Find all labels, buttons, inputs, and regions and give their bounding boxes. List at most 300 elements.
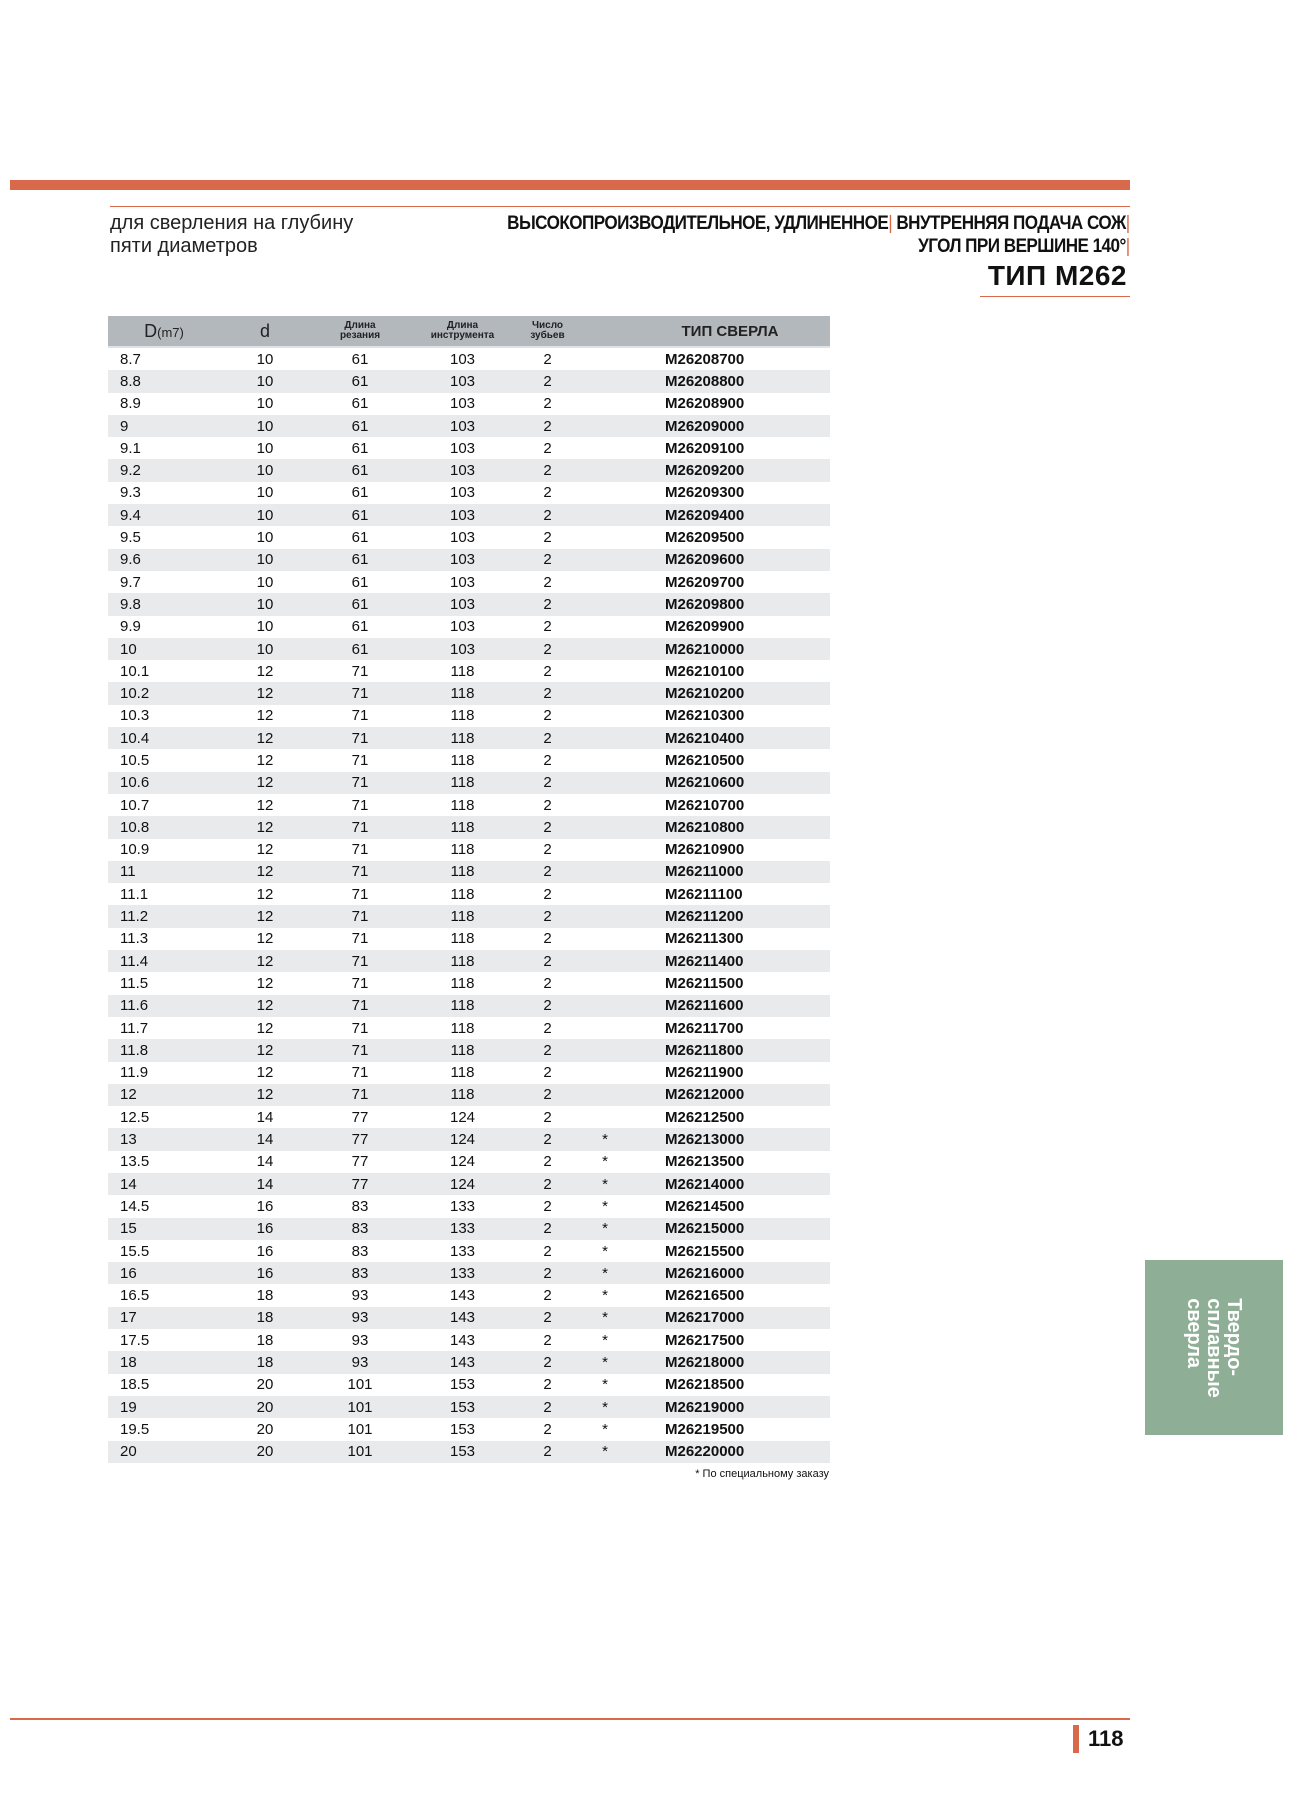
page-number: 118 bbox=[1088, 1726, 1124, 1751]
cell-cut: 71 bbox=[310, 1084, 410, 1106]
table-row bbox=[108, 1374, 830, 1396]
table-row bbox=[108, 1329, 830, 1351]
page-number-marker bbox=[1073, 1725, 1079, 1753]
cell-teeth: 2 bbox=[515, 549, 580, 571]
table-row bbox=[108, 772, 830, 794]
cell-d: 12 bbox=[256, 930, 274, 948]
cell-tool: 103 bbox=[449, 573, 476, 591]
col-header-cut-length bbox=[310, 316, 410, 347]
cell-star bbox=[580, 772, 630, 794]
cell-D: 16.5 bbox=[120, 1287, 150, 1305]
cell-D: 11.3 bbox=[120, 930, 149, 948]
cell-D: 18.5 bbox=[120, 1376, 150, 1394]
cell-cut: 61 bbox=[351, 484, 369, 502]
cell-teeth: 2 bbox=[543, 1153, 552, 1171]
cell-star bbox=[580, 682, 630, 704]
cell-teeth: 2 bbox=[543, 573, 552, 591]
cell-star bbox=[580, 928, 630, 950]
cell-star bbox=[580, 794, 630, 816]
table-row bbox=[108, 1307, 830, 1329]
table-row bbox=[108, 1240, 830, 1262]
cell-tool: 143 bbox=[410, 1307, 515, 1329]
cell-tool: 118 bbox=[450, 885, 475, 903]
cell-code: M26212000 bbox=[630, 1084, 830, 1106]
cell-tool: 118 bbox=[410, 816, 515, 838]
cell-d: 14 bbox=[220, 1128, 310, 1150]
cell-d: 10 bbox=[256, 618, 274, 636]
cell-code: M26208900 bbox=[665, 395, 745, 413]
cell-d: 10 bbox=[220, 370, 310, 392]
cell-teeth: 2 bbox=[515, 861, 580, 883]
table-row bbox=[108, 1084, 830, 1106]
cell-D: 9.4 bbox=[108, 504, 220, 526]
cell-teeth: 2 bbox=[515, 370, 580, 392]
cell-cut: 71 bbox=[351, 751, 369, 769]
cell-tool: 103 bbox=[410, 459, 515, 481]
cell-code: M26210200 bbox=[630, 682, 830, 704]
cell-cut: 71 bbox=[351, 796, 369, 814]
right-header-line1 bbox=[507, 212, 1130, 235]
cell-code: M26210700 bbox=[665, 796, 745, 814]
cell-D: 10.8 bbox=[108, 816, 220, 838]
cell-code: M26217000 bbox=[630, 1307, 830, 1329]
cell-cut: 61 bbox=[310, 638, 410, 660]
section-tab[interactable] bbox=[1145, 1260, 1283, 1435]
cell-tool: 118 bbox=[450, 930, 475, 948]
table-row bbox=[108, 593, 830, 615]
cell-teeth: 2 bbox=[543, 662, 552, 680]
cell-teeth: 2 bbox=[515, 1084, 580, 1106]
cell-code: M26217500 bbox=[665, 1331, 745, 1349]
cell-tool: 103 bbox=[410, 415, 515, 437]
cell-cut: 77 bbox=[310, 1128, 410, 1150]
cell-d: 12 bbox=[220, 861, 310, 883]
cell-cut: 71 bbox=[310, 861, 410, 883]
cell-teeth: 2 bbox=[543, 484, 552, 502]
col-header-D bbox=[108, 316, 220, 347]
cell-d: 20 bbox=[256, 1420, 274, 1438]
table-row bbox=[108, 794, 830, 816]
cell-tool: 124 bbox=[449, 1108, 476, 1126]
table-row bbox=[108, 928, 830, 950]
cell-cut: 71 bbox=[351, 1064, 369, 1082]
cell-teeth: 2 bbox=[543, 974, 552, 992]
cell-code: M26209100 bbox=[665, 439, 745, 457]
cell-d: 10 bbox=[256, 350, 274, 368]
cell-tool: 153 bbox=[410, 1396, 515, 1418]
header-separator: | bbox=[1126, 236, 1130, 257]
cell-D: 8.7 bbox=[120, 350, 141, 368]
cell-code: M26209900 bbox=[665, 618, 745, 636]
col-header-D-label: D bbox=[144, 320, 158, 341]
cell-teeth: 2 bbox=[515, 1396, 580, 1418]
table-row bbox=[108, 638, 830, 660]
cell-star bbox=[580, 482, 630, 504]
cell-star bbox=[580, 1106, 630, 1128]
cell-tool: 124 bbox=[410, 1173, 515, 1195]
cell-cut: 71 bbox=[351, 1019, 369, 1037]
cell-cut: 71 bbox=[351, 841, 369, 859]
cell-d: 10 bbox=[220, 593, 310, 615]
cell-tool: 103 bbox=[410, 504, 515, 526]
table-row bbox=[108, 1441, 830, 1463]
cell-d: 12 bbox=[220, 950, 310, 972]
cell-d: 12 bbox=[256, 707, 274, 725]
cell-d: 18 bbox=[256, 1287, 274, 1305]
table-row bbox=[108, 995, 830, 1017]
col-header-teeth-line1: Число bbox=[531, 320, 564, 331]
cell-d: 12 bbox=[220, 682, 310, 704]
cell-code: M26211700 bbox=[665, 1019, 744, 1037]
cell-D: 9.9 bbox=[120, 618, 141, 636]
cell-code: M26216500 bbox=[665, 1287, 745, 1305]
cell-cut: 71 bbox=[351, 930, 369, 948]
table-row bbox=[108, 571, 830, 593]
cell-code: M26208800 bbox=[630, 370, 830, 392]
cell-star bbox=[580, 616, 630, 638]
table-body bbox=[108, 347, 830, 1463]
cell-D: 15.5 bbox=[120, 1242, 150, 1260]
table-row bbox=[108, 972, 830, 994]
cell-teeth: 2 bbox=[515, 1128, 580, 1150]
cell-cut: 83 bbox=[351, 1242, 369, 1260]
cell-cut: 61 bbox=[310, 415, 410, 437]
cell-tool: 118 bbox=[410, 682, 515, 704]
cell-star bbox=[580, 995, 630, 1017]
table-row bbox=[108, 905, 830, 927]
cell-D: 10.6 bbox=[108, 772, 220, 794]
cell-d: 16 bbox=[256, 1197, 274, 1215]
left-header-line2: пяти диаметров bbox=[110, 235, 258, 257]
cell-d: 12 bbox=[256, 1064, 274, 1082]
table-row bbox=[108, 347, 830, 370]
cell-d: 16 bbox=[220, 1218, 310, 1240]
cell-code: M26215500 bbox=[665, 1242, 745, 1260]
cell-tool: 103 bbox=[410, 593, 515, 615]
cell-tool: 118 bbox=[410, 1084, 515, 1106]
cell-D: 10 bbox=[108, 638, 220, 660]
col-header-tool-length bbox=[410, 316, 515, 347]
cell-cut: 93 bbox=[310, 1307, 410, 1329]
cell-tool: 118 bbox=[410, 861, 515, 883]
cell-star bbox=[580, 415, 630, 437]
cell-code: M26209200 bbox=[630, 459, 830, 481]
cell-code: M26210600 bbox=[630, 772, 830, 794]
cell-star bbox=[580, 347, 630, 370]
cell-teeth: 2 bbox=[543, 529, 552, 547]
cell-teeth: 2 bbox=[543, 395, 552, 413]
cell-D: 10.5 bbox=[120, 751, 150, 769]
table-row bbox=[108, 861, 830, 883]
col-header-teeth bbox=[515, 316, 580, 347]
cell-d: 10 bbox=[256, 484, 274, 502]
cell-star bbox=[580, 839, 630, 861]
col-header-star bbox=[580, 316, 630, 347]
cell-star: * bbox=[580, 1396, 630, 1418]
cell-cut: 61 bbox=[351, 439, 369, 457]
cell-D: 9.5 bbox=[120, 529, 141, 547]
cell-code: M26218000 bbox=[630, 1351, 830, 1373]
cell-d: 10 bbox=[256, 573, 274, 591]
cell-D: 16 bbox=[108, 1262, 220, 1284]
cell-code: M26211800 bbox=[630, 1039, 830, 1061]
cell-cut: 71 bbox=[310, 682, 410, 704]
cell-star bbox=[580, 905, 630, 927]
cell-star bbox=[580, 437, 630, 459]
cell-star bbox=[580, 370, 630, 392]
cell-cut: 71 bbox=[310, 772, 410, 794]
table-row bbox=[108, 1284, 830, 1306]
cell-cut: 61 bbox=[351, 618, 369, 636]
cell-teeth: 2 bbox=[543, 796, 552, 814]
left-header-line1: для сверления на глубину bbox=[110, 212, 354, 234]
cell-star bbox=[580, 705, 630, 727]
cell-D: 11.2 bbox=[108, 905, 220, 927]
cell-tool: 118 bbox=[450, 841, 475, 859]
table-row bbox=[108, 883, 830, 905]
col-header-cut-line2: резания bbox=[339, 330, 381, 341]
cell-tool: 118 bbox=[450, 662, 475, 680]
cell-code: M26210300 bbox=[665, 707, 745, 725]
cell-star bbox=[580, 638, 630, 660]
cell-code: M26209000 bbox=[630, 415, 830, 437]
cell-tool: 103 bbox=[449, 484, 476, 502]
table-header-row bbox=[108, 316, 830, 347]
cell-star: * bbox=[580, 1218, 630, 1240]
cell-teeth: 2 bbox=[515, 1039, 580, 1061]
cell-tool: 103 bbox=[449, 350, 476, 368]
cell-d: 20 bbox=[256, 1376, 274, 1394]
cell-d: 12 bbox=[256, 841, 274, 859]
cell-code: M26210000 bbox=[630, 638, 830, 660]
cell-d: 12 bbox=[220, 727, 310, 749]
cell-star bbox=[580, 571, 630, 593]
cell-tool: 118 bbox=[410, 772, 515, 794]
top-divider bbox=[110, 206, 1130, 207]
cell-star bbox=[580, 883, 630, 905]
cell-code: M26211200 bbox=[630, 905, 830, 927]
cell-code: M26211600 bbox=[630, 995, 830, 1017]
cell-D: 9 bbox=[108, 415, 220, 437]
header-separator: | bbox=[1126, 213, 1130, 234]
cell-star bbox=[580, 393, 630, 415]
cell-teeth: 2 bbox=[543, 618, 552, 636]
cell-star bbox=[580, 727, 630, 749]
cell-D: 14.5 bbox=[120, 1197, 150, 1215]
cell-star bbox=[580, 459, 630, 481]
cell-code: M26211000 bbox=[630, 861, 830, 883]
cell-code: M26212500 bbox=[665, 1108, 745, 1126]
cell-tool: 118 bbox=[450, 796, 475, 814]
cell-cut: 101 bbox=[310, 1396, 410, 1418]
cell-star: * bbox=[580, 1307, 630, 1329]
cell-D: 11 bbox=[108, 861, 220, 883]
cell-teeth: 2 bbox=[515, 682, 580, 704]
cell-teeth: 2 bbox=[515, 950, 580, 972]
cell-code: M26209400 bbox=[630, 504, 830, 526]
cell-teeth: 2 bbox=[515, 1262, 580, 1284]
cell-teeth: 2 bbox=[515, 727, 580, 749]
cell-star bbox=[580, 549, 630, 571]
cell-d: 12 bbox=[220, 816, 310, 838]
cell-code: M26211100 bbox=[665, 885, 743, 903]
cell-tool: 103 bbox=[449, 439, 476, 457]
table-row bbox=[108, 504, 830, 526]
cell-cut: 93 bbox=[310, 1351, 410, 1373]
left-header bbox=[110, 212, 353, 258]
cell-tool: 133 bbox=[449, 1197, 476, 1215]
cell-d: 12 bbox=[256, 662, 274, 680]
cell-D: 15 bbox=[108, 1218, 220, 1240]
cell-D: 11.7 bbox=[120, 1019, 149, 1037]
cell-d: 12 bbox=[256, 974, 274, 992]
cell-d: 12 bbox=[220, 1084, 310, 1106]
table-row bbox=[108, 1039, 830, 1061]
col-header-teeth-line2: зубьев bbox=[530, 330, 565, 341]
cell-tool: 118 bbox=[450, 974, 475, 992]
cell-d: 18 bbox=[256, 1331, 274, 1349]
cell-tool: 103 bbox=[410, 370, 515, 392]
cell-code: M26209600 bbox=[630, 549, 830, 571]
cell-tool: 118 bbox=[450, 751, 475, 769]
cell-D: 19.5 bbox=[120, 1420, 150, 1438]
table-row bbox=[108, 950, 830, 972]
cell-D: 9.2 bbox=[108, 459, 220, 481]
header-separator: | bbox=[888, 213, 893, 234]
cell-code: M26220000 bbox=[630, 1441, 830, 1463]
cell-teeth: 2 bbox=[515, 1441, 580, 1463]
cell-D: 9.1 bbox=[120, 439, 141, 457]
cell-star bbox=[580, 1017, 630, 1039]
cell-D: 19 bbox=[108, 1396, 220, 1418]
cell-teeth: 2 bbox=[543, 1197, 552, 1215]
table-row bbox=[108, 616, 830, 638]
cell-star bbox=[580, 593, 630, 615]
cell-code: M26219500 bbox=[665, 1420, 745, 1438]
title-underline bbox=[980, 296, 1130, 297]
cell-tool: 124 bbox=[410, 1128, 515, 1150]
cell-code: M26211500 bbox=[665, 974, 744, 992]
cell-code: M26210100 bbox=[665, 662, 745, 680]
cell-cut: 77 bbox=[351, 1153, 369, 1171]
cell-cut: 61 bbox=[351, 395, 369, 413]
cell-star: * bbox=[602, 1197, 608, 1215]
cell-star: * bbox=[602, 1331, 608, 1349]
cell-D: 12.5 bbox=[120, 1108, 150, 1126]
cell-cut: 71 bbox=[351, 707, 369, 725]
cell-teeth: 2 bbox=[515, 816, 580, 838]
cell-D: 10.2 bbox=[108, 682, 220, 704]
cell-tool: 118 bbox=[450, 707, 475, 725]
cell-code: M26210800 bbox=[630, 816, 830, 838]
cell-code: M26218500 bbox=[665, 1376, 745, 1394]
cell-code: M26213000 bbox=[630, 1128, 830, 1150]
table-row bbox=[108, 660, 830, 682]
header-feature-1: ВЫСОКОПРОИЗВОДИТЕЛЬНОЕ, УДЛИНЕННОЕ bbox=[507, 213, 889, 234]
cell-tool: 118 bbox=[410, 727, 515, 749]
cell-cut: 71 bbox=[310, 816, 410, 838]
cell-D: 10.1 bbox=[120, 662, 150, 680]
cell-code: M26215000 bbox=[630, 1218, 830, 1240]
cell-d: 10 bbox=[256, 395, 274, 413]
cell-cut: 61 bbox=[310, 593, 410, 615]
cell-d: 10 bbox=[220, 504, 310, 526]
cell-teeth: 2 bbox=[543, 751, 552, 769]
cell-star bbox=[580, 504, 630, 526]
table-row bbox=[108, 727, 830, 749]
col-header-tool-line1: Длина bbox=[446, 320, 479, 331]
cell-teeth: 2 bbox=[515, 415, 580, 437]
type-title: ТИП М262 bbox=[987, 260, 1127, 291]
col-header-tool-line2: инструмента bbox=[430, 330, 495, 341]
cell-star: * bbox=[602, 1376, 608, 1394]
cell-teeth: 2 bbox=[543, 1331, 552, 1349]
cell-d: 16 bbox=[256, 1242, 274, 1260]
section-tab-label: Твердо- сплавные сверла bbox=[1183, 1297, 1245, 1398]
table-row bbox=[108, 415, 830, 437]
cell-tool: 118 bbox=[450, 1064, 475, 1082]
cell-d: 10 bbox=[256, 529, 274, 547]
cell-d: 10 bbox=[220, 415, 310, 437]
table-row bbox=[108, 482, 830, 504]
cell-code: M26214000 bbox=[630, 1173, 830, 1195]
cell-teeth: 2 bbox=[515, 593, 580, 615]
cell-cut: 61 bbox=[310, 370, 410, 392]
cell-D: 9.8 bbox=[108, 593, 220, 615]
table-row bbox=[108, 1351, 830, 1373]
cell-d: 14 bbox=[256, 1153, 274, 1171]
cell-D: 17 bbox=[108, 1307, 220, 1329]
cell-code: M26209500 bbox=[665, 529, 745, 547]
cell-tool: 133 bbox=[449, 1242, 476, 1260]
right-header-line2 bbox=[507, 235, 1130, 258]
cell-d: 12 bbox=[220, 772, 310, 794]
cell-code: M26211900 bbox=[665, 1064, 744, 1082]
cell-cut: 61 bbox=[351, 529, 369, 547]
cell-D: 8.9 bbox=[120, 395, 141, 413]
cell-cut: 61 bbox=[351, 573, 369, 591]
cell-star: * bbox=[602, 1287, 608, 1305]
cell-star: * bbox=[602, 1242, 608, 1260]
cell-cut: 101 bbox=[347, 1376, 373, 1394]
cell-tool: 103 bbox=[449, 618, 476, 636]
cell-d: 12 bbox=[256, 1019, 274, 1037]
footnote: * По специальному заказу bbox=[695, 1468, 829, 1480]
cell-d: 12 bbox=[256, 796, 274, 814]
table-row bbox=[108, 526, 830, 548]
cell-cut: 77 bbox=[310, 1173, 410, 1195]
cell-star: * bbox=[602, 1153, 608, 1171]
cell-teeth: 2 bbox=[515, 995, 580, 1017]
cell-teeth: 2 bbox=[515, 905, 580, 927]
cell-cut: 71 bbox=[351, 662, 369, 680]
cell-cut: 61 bbox=[351, 350, 369, 368]
cell-d: 10 bbox=[220, 549, 310, 571]
cell-D: 11.1 bbox=[120, 885, 149, 903]
cell-cut: 83 bbox=[351, 1197, 369, 1215]
cell-d: 14 bbox=[256, 1108, 274, 1126]
cell-code: M26209300 bbox=[665, 484, 745, 502]
cell-tool: 153 bbox=[410, 1441, 515, 1463]
cell-code: M26209700 bbox=[665, 573, 745, 591]
cell-d: 10 bbox=[220, 638, 310, 660]
cell-D: 11.8 bbox=[108, 1039, 220, 1061]
cell-teeth: 2 bbox=[543, 1420, 552, 1438]
cell-d: 10 bbox=[256, 439, 274, 457]
cell-code: M26210400 bbox=[630, 727, 830, 749]
table-row bbox=[108, 1262, 830, 1284]
cell-tool: 124 bbox=[449, 1153, 476, 1171]
